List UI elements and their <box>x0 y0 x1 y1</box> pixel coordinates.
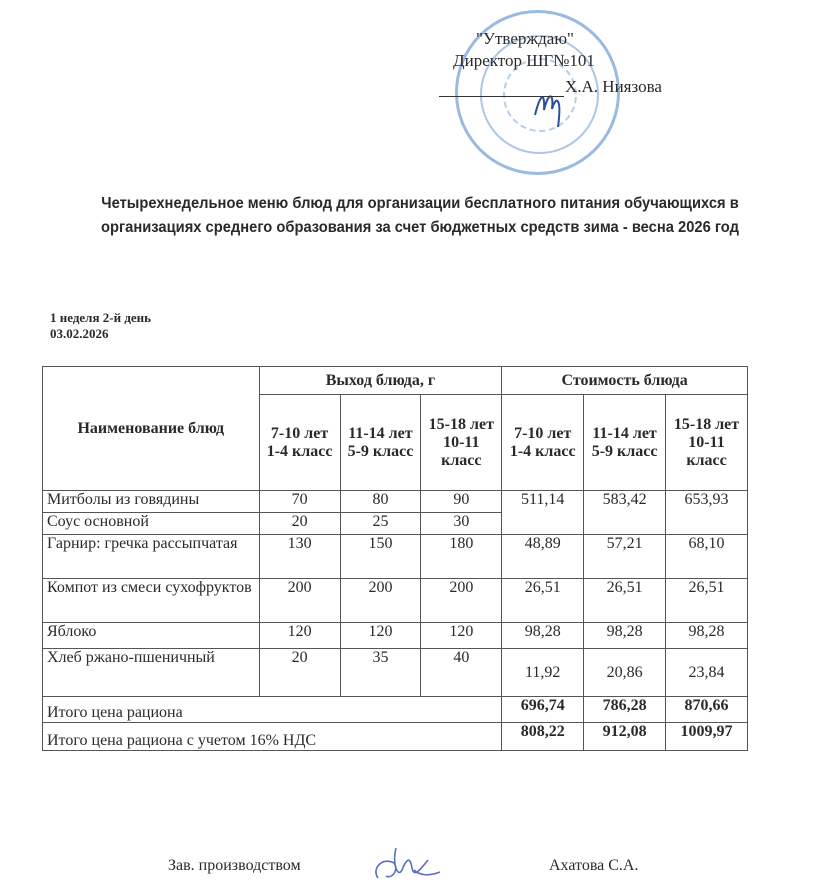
dish-weight: 35 <box>340 649 421 697</box>
header-output-col: 11-14 лет 5-9 класс <box>340 395 421 491</box>
dish-weight: 150 <box>340 535 421 579</box>
dish-cost: 26,51 <box>666 579 748 623</box>
table-row <box>43 649 748 697</box>
day-date: 03.02.2026 <box>50 326 109 341</box>
dish-cost: 98,28 <box>584 623 666 649</box>
dish-weight: 120 <box>259 623 340 649</box>
menu-table <box>42 366 748 751</box>
dish-cost: 23,84 <box>666 649 748 697</box>
header-cost-col: 11-14 лет 5-9 класс <box>584 395 666 491</box>
header-cost-group: Стоимость блюда <box>502 367 748 395</box>
signature-line <box>439 78 564 97</box>
table-row <box>43 491 748 513</box>
dish-cost: 20,86 <box>584 649 666 697</box>
dish-weight: 200 <box>421 579 502 623</box>
dish-cost: 583,42 <box>584 491 666 535</box>
total-row <box>43 697 748 723</box>
total-vat-row <box>43 723 748 751</box>
header-output-col: 15-18 лет 10-11 класс <box>421 395 502 491</box>
header-cost-col: 15-18 лет 10-11 класс <box>666 395 748 491</box>
total-cost: 786,28 <box>584 697 666 723</box>
dish-weight: 90 <box>421 491 502 513</box>
table-row <box>43 579 748 623</box>
dish-name: Яблоко <box>43 623 260 649</box>
dish-name: Соус основной <box>43 513 260 535</box>
dish-name: Гарнир: гречка рассыпчатая <box>43 535 260 579</box>
dish-cost: 98,28 <box>502 623 584 649</box>
dish-weight: 20 <box>259 513 340 535</box>
director-name: Х.А. Ниязова <box>565 77 662 96</box>
dish-cost: 26,51 <box>502 579 584 623</box>
dish-weight: 40 <box>421 649 502 697</box>
dish-cost: 48,89 <box>502 535 584 579</box>
dish-name: Компот из смеси сухофруктов <box>43 579 260 623</box>
header-dish-name: Наименование блюд <box>43 367 260 491</box>
production-manager-signature-icon <box>370 840 445 885</box>
dish-weight: 120 <box>421 623 502 649</box>
dish-cost: 11,92 <box>502 649 584 697</box>
total-cost: 870,66 <box>666 697 748 723</box>
header-cost-col: 7-10 лет 1-4 класс <box>502 395 584 491</box>
footer-role: Зав. производством <box>168 857 301 874</box>
header-output-col: 7-10 лет 1-4 класс <box>259 395 340 491</box>
document-title: Четырехнедельное меню блюд для организации бесплатного питания обучающихся в организациях среднего образования за счет бюджетных средств зима - весна 2026 год <box>101 195 739 236</box>
dish-weight: 200 <box>340 579 421 623</box>
dish-cost: 57,21 <box>584 535 666 579</box>
total-vat-cost: 1009,97 <box>666 723 748 751</box>
dish-weight: 80 <box>340 491 421 513</box>
table-row <box>43 535 748 579</box>
menu-day <box>50 310 151 342</box>
footer-name: Ахатова С.А. <box>549 857 639 874</box>
dish-weight: 20 <box>259 649 340 697</box>
dish-weight: 25 <box>340 513 421 535</box>
header-output-group: Выход блюда, г <box>259 367 502 395</box>
total-vat-cost: 912,08 <box>584 723 666 751</box>
total-vat-cost: 808,22 <box>502 723 584 751</box>
dish-cost: 511,14 <box>502 491 584 535</box>
dish-weight: 30 <box>421 513 502 535</box>
dish-weight: 180 <box>421 535 502 579</box>
dish-cost: 26,51 <box>584 579 666 623</box>
dish-weight: 200 <box>259 579 340 623</box>
dish-weight: 130 <box>259 535 340 579</box>
dish-cost: 98,28 <box>666 623 748 649</box>
dish-name: Хлеб ржано-пшеничный <box>43 649 260 697</box>
total-cost: 696,74 <box>502 697 584 723</box>
dish-weight: 70 <box>259 491 340 513</box>
dish-weight: 120 <box>340 623 421 649</box>
table-row <box>43 623 748 649</box>
total-label: Итого цена рациона <box>43 697 502 723</box>
director-position: Директор ШГ№101 <box>453 51 595 70</box>
dish-cost: 68,10 <box>666 535 748 579</box>
approval-label: "Утверждаю" <box>476 29 574 48</box>
day-label: 1 неделя 2-й день <box>50 310 152 325</box>
dish-name: Митболы из говядины <box>43 491 260 513</box>
total-vat-label: Итого цена рациона с учетом 16% НДС <box>43 723 502 751</box>
dish-cost: 653,93 <box>666 491 748 535</box>
